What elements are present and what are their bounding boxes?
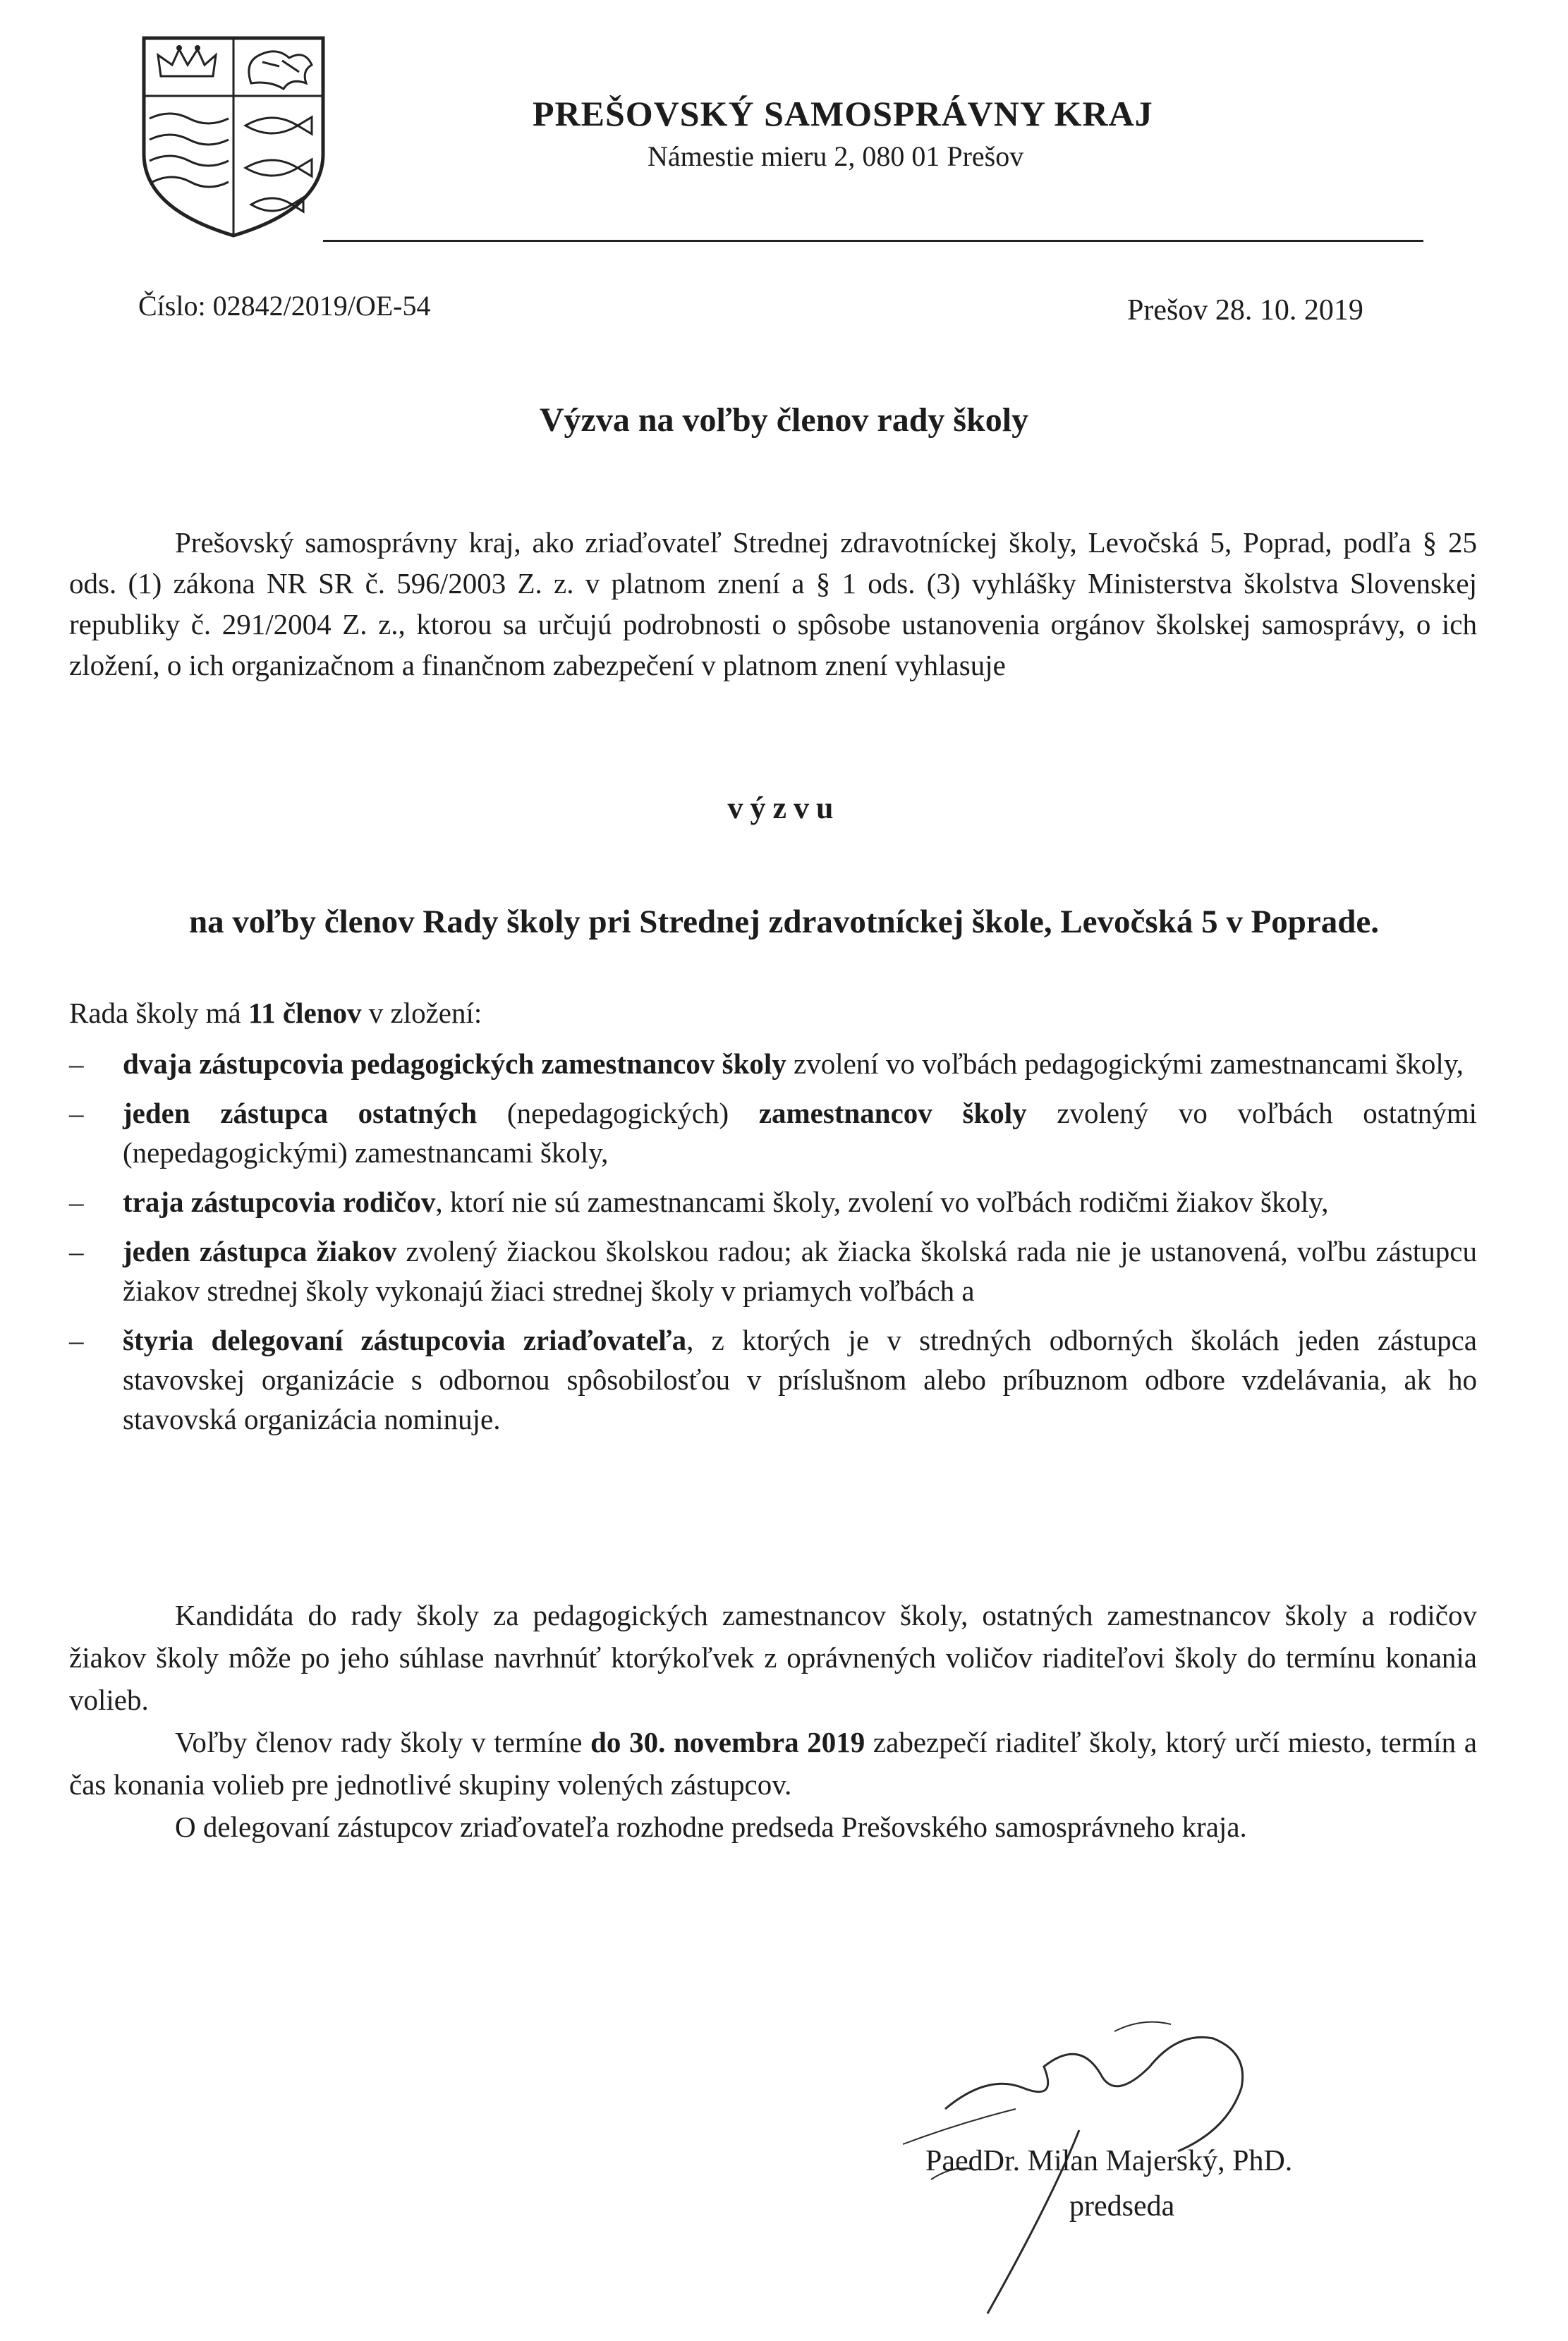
place-and-date: Prešov 28. 10. 2019 <box>1127 294 1363 327</box>
signer-role: predseda <box>1069 2190 1175 2223</box>
reference-number: Číslo: 02842/2019/OE-54 <box>138 290 431 322</box>
dash-bullet: – <box>69 1235 84 1267</box>
elections-paragraph: Voľby členov rady školy v termíne do 30. novembra 2019 zabezpečí riaditeľ školy, ktorý určí miesto, termín a čas konania volieb pre jednotlivé skupiny volených zástupcov. <box>69 1726 1477 1801</box>
call-word: výzvu <box>727 791 841 825</box>
delegates-paragraph: O delegovaní zástupcov zriaďovateľa rozhodne predseda Prešovského samosprávneho kraja. <box>175 1811 1247 1843</box>
list-item: – štyria delegovaní zástupcovia zriaďovateľa, z ktorých je v stredných odborných školách jeden zástupca stavovskej organizácie s odbornou spôsobilosťou v príslušnom alebo príbuznom odbore vzdelávania, ak ho stavovská organizácia nominuje. <box>69 1320 1477 1439</box>
election-deadline: do 30. novembra 2019 <box>590 1726 865 1758</box>
call-heading: na voľby členov Rady školy pri Strednej zdravotníckej škole, Levočská 5 v Poprade. <box>188 904 1380 940</box>
organization-name: PREŠOVSKÝ SAMOSPRÁVNY KRAJ <box>533 94 1153 133</box>
list-item: – jeden zástupca ostatných (nepedagogických) zamestnancov školy zvolený vo voľbách ostatnými (nepedagogickými) zamestnancami školy, <box>69 1093 1477 1172</box>
header-divider <box>323 240 1423 242</box>
list-item: – traja zástupcovia rodičov, ktorí nie sú zamestnancami školy, zvolení vo voľbách rodičmi žiakov školy, <box>69 1182 1477 1222</box>
council-composition: Rada školy má 11 členov v zložení: <box>69 997 482 1029</box>
list-item: – jeden zástupca žiakov zvolený žiackou školskou radou; ak žiacka školská rada nie je ustanovená, voľbu zástupcu žiakov strednej školy vykonajú žiaci strednej školy v priamych voľbách a <box>69 1232 1477 1311</box>
dash-bullet: – <box>69 1097 84 1129</box>
document-title: Výzva na voľby členov rady školy <box>539 401 1029 439</box>
list-item: – dvaja zástupcovia pedagogických zamestnancov školy zvolení vo voľbách pedagogickými zamestnancami školy, <box>69 1044 1477 1083</box>
member-list <box>69 1044 1477 1439</box>
intro-paragraph <box>69 522 1477 686</box>
dash-bullet: – <box>69 1186 84 1218</box>
coat-of-arms-logo <box>138 34 329 238</box>
organization-address: Námestie mieru 2, 080 01 Prešov <box>648 140 1024 172</box>
dash-bullet: – <box>69 1324 84 1356</box>
member-count: 11 členov <box>248 997 362 1029</box>
dash-bullet: – <box>69 1047 84 1080</box>
candidates-paragraph: Kandidáta do rady školy za pedagogických zamestnancov školy, ostatných zamestnancov školy a rodičov žiakov školy môže po jeho súhlase navrhnúť ktorýkoľvek z oprávnených voličov riaditeľovi školy do termínu konania volieb. <box>69 1599 1477 1716</box>
intro-text: Prešovský samosprávny kraj, ako zriaďovateľ Strednej zdravotníckej školy, Levočská 5, Poprad, podľa § 25 ods. (1) zákona NR SR č. 596/2003 Z. z. v platnom znení a § 1 ods. (3) vyhlášky Ministerstva školstva Slovenskej republiky č. 291/2004 Z. z., ktorou sa určujú podrobnosti o spôsobe ustanovenia orgánov školskej samosprávy, o ich zložení, o ich organizačnom a finančnom zabezpečení v platnom znení vyhlasuje <box>69 526 1477 681</box>
signer-name: PaedDr. Milan Majerský, PhD. <box>925 2145 1293 2177</box>
